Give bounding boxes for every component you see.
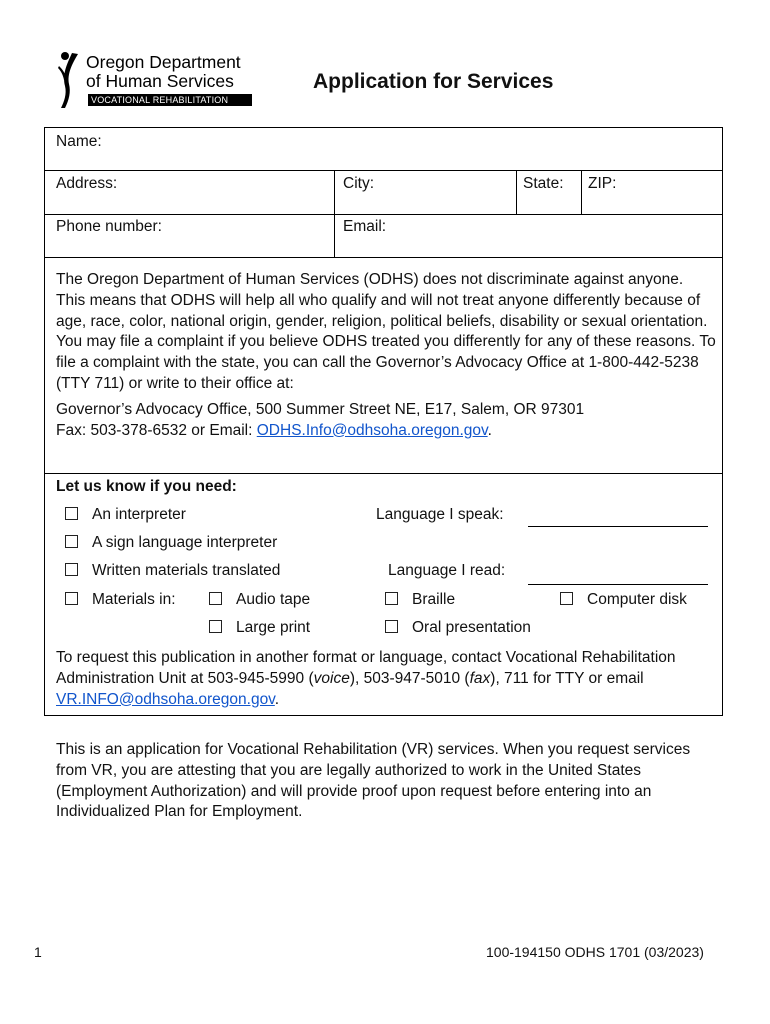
intro-paragraph <box>56 740 716 823</box>
checkbox[interactable] <box>65 592 78 605</box>
sign-language-label: A sign language interpreter <box>92 534 278 551</box>
language-read-input[interactable] <box>528 584 708 585</box>
request-text-part: ), 711 for TTY or email <box>490 669 644 687</box>
notice-paragraph: The Oregon Department of Human Services (ODHS) does not discriminate against anyone. This means that ODHS will help all who qualify and will not treat anyone differently because of age, race, color, national origin, gender, religion, political beliefs, disability or sexual orientation. You may file a complaint if you believe ODHS treated you differently for any of these reasons. To file a complaint with the state, you can call the Governor’s Advocacy Office at 1-800-442-5238 (TTY 711) or write to their office at: <box>56 271 716 392</box>
braille-label: Braille <box>412 591 456 608</box>
divider <box>45 473 722 474</box>
computer-disk-option[interactable] <box>560 591 687 609</box>
checkbox[interactable] <box>209 592 222 605</box>
language-speak-input[interactable] <box>528 526 708 527</box>
language-speak-label: Language I speak: <box>376 506 504 523</box>
request-fax: fax <box>469 669 491 687</box>
request-period: . <box>274 690 280 708</box>
divider <box>581 170 582 214</box>
application-form <box>44 127 723 716</box>
request-text-part: ), 503-947-5010 ( <box>349 669 470 687</box>
divider <box>45 214 722 215</box>
oral-presentation-label: Oral presentation <box>412 619 531 636</box>
oral-presentation-option[interactable] <box>385 619 531 637</box>
state-field[interactable]: State: <box>523 175 564 192</box>
large-print-label: Large print <box>236 619 311 636</box>
nondiscrimination-notice <box>56 270 716 441</box>
page-number: 1 <box>34 944 42 960</box>
city-field[interactable]: City: <box>343 175 374 192</box>
checkbox[interactable] <box>385 620 398 633</box>
notice-period: . <box>487 421 492 439</box>
form-id: 100-194150 ODHS 1701 (03/2023) <box>486 944 704 960</box>
checkbox[interactable] <box>65 535 78 548</box>
sign-language-option[interactable] <box>65 534 277 552</box>
logo-text-line1: Oregon Department <box>86 52 241 72</box>
request-voice: voice <box>313 669 350 687</box>
odhs-email-link[interactable]: ODHS.Info@odhsoha.oregon.gov <box>256 421 488 439</box>
document-title: Application for Services <box>313 70 554 93</box>
phone-field[interactable]: Phone number: <box>56 218 162 235</box>
alternate-format-request <box>56 648 716 710</box>
divider <box>516 170 517 214</box>
interpreter-label: An interpreter <box>92 506 186 523</box>
logo-text-line2: of Human Services <box>86 71 234 91</box>
notice-address: Governor’s Advocacy Office, 500 Summer Street NE, E17, Salem, OR 97301 <box>56 400 585 418</box>
audio-tape-option[interactable] <box>209 591 310 609</box>
checkbox[interactable] <box>65 507 78 520</box>
interpreter-option[interactable] <box>65 506 186 524</box>
request-text <box>56 648 716 710</box>
checkbox[interactable] <box>560 592 573 605</box>
large-print-option[interactable] <box>209 619 310 637</box>
computer-disk-label: Computer disk <box>587 591 687 608</box>
divider <box>45 170 722 171</box>
divider <box>334 170 335 257</box>
request-text-part: To request this publication in another format or language, contact Vocational Rehabilitation Administration Unit at 503-945-5990 ( <box>56 649 676 687</box>
translated-label: Written materials translated <box>92 562 281 579</box>
language-read-label: Language I read: <box>388 562 506 579</box>
vr-email-link[interactable]: VR.INFO@odhsoha.oregon.gov <box>56 690 275 708</box>
audio-tape-label: Audio tape <box>236 591 311 608</box>
address-field[interactable]: Address: <box>56 175 118 192</box>
notice-fax: Fax: 503-378-6532 or Email: <box>56 421 257 439</box>
materials-in-label: Materials in: <box>92 591 176 608</box>
intro-text: This is an application for Vocational Rehabilitation (VR) services. When you request services from VR, you are attesting that you are legally authorized to work in the United States (Employment Authorization) and will provide proof upon request before entering into an Individualized Plan for Employment. <box>56 741 691 821</box>
braille-option[interactable] <box>385 591 455 609</box>
divider <box>45 257 722 258</box>
checkbox[interactable] <box>65 563 78 576</box>
email-field[interactable]: Email: <box>343 218 387 235</box>
needs-heading: Let us know if you need: <box>56 478 237 495</box>
checkbox[interactable] <box>385 592 398 605</box>
logo-subtitle-bar: VOCATIONAL REHABILITATION <box>88 94 252 106</box>
person-figure-icon <box>56 50 86 110</box>
name-field[interactable]: Name: <box>56 133 102 150</box>
zip-field[interactable]: ZIP: <box>588 175 617 192</box>
materials-in-option[interactable] <box>65 591 176 609</box>
translated-option[interactable] <box>65 562 280 580</box>
notice-contact <box>56 421 716 442</box>
checkbox[interactable] <box>209 620 222 633</box>
odhs-logo <box>56 50 256 112</box>
